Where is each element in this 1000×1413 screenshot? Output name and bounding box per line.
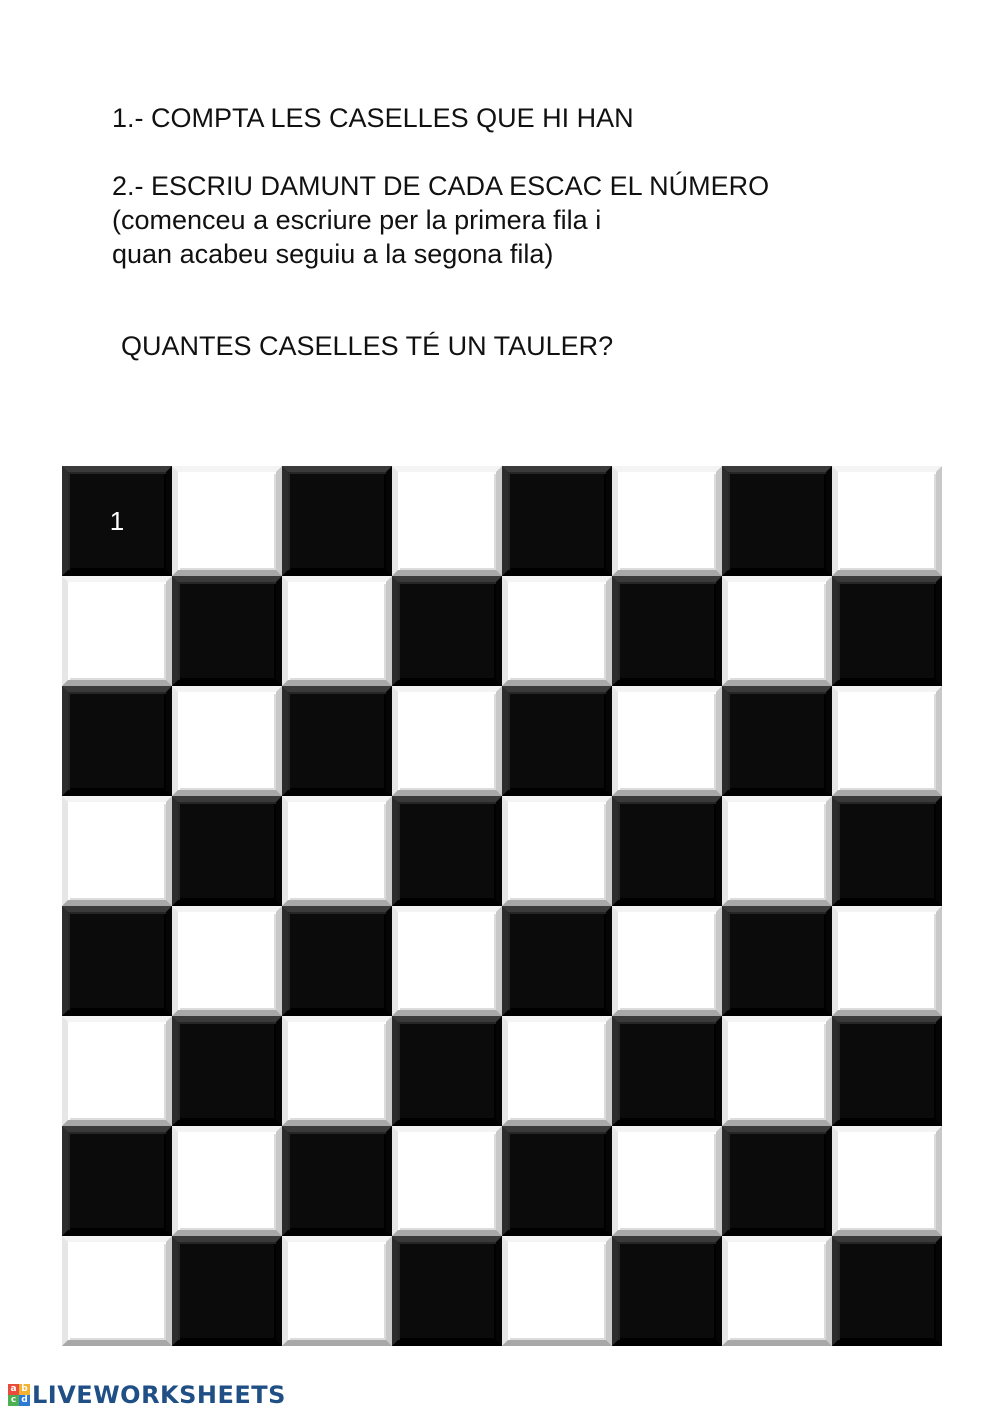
brand-name: LIVEWORKSHEETS bbox=[32, 1381, 286, 1409]
instruction-2-title: 2.- ESCRIU DAMUNT DE CADA ESCAC EL NÚMERO bbox=[112, 171, 770, 201]
board-cell-r8-c7[interactable] bbox=[722, 1236, 832, 1346]
board-cell-r2-c5[interactable] bbox=[502, 576, 612, 686]
board-cell-r3-c2[interactable] bbox=[172, 686, 282, 796]
board-cell-r2-c7[interactable] bbox=[722, 576, 832, 686]
chess-board bbox=[62, 466, 942, 1346]
board-cell-r7-c5[interactable] bbox=[502, 1126, 612, 1236]
board-cell-r7-c2[interactable] bbox=[172, 1126, 282, 1236]
board-cell-r5-c6[interactable] bbox=[612, 906, 722, 1016]
board-cell-r7-c3[interactable] bbox=[282, 1126, 392, 1236]
board-cell-r3-c3[interactable] bbox=[282, 686, 392, 796]
board-cell-r6-c2[interactable] bbox=[172, 1016, 282, 1126]
board-cell-r8-c8[interactable] bbox=[832, 1236, 942, 1346]
board-cell-r7-c6[interactable] bbox=[612, 1126, 722, 1236]
board-cell-r2-c4[interactable] bbox=[392, 576, 502, 686]
board-cell-r8-c5[interactable] bbox=[502, 1236, 612, 1346]
board-cell-r7-c7[interactable] bbox=[722, 1126, 832, 1236]
board-cell-r5-c1[interactable] bbox=[62, 906, 172, 1016]
board-cell-r1-c4[interactable] bbox=[392, 466, 502, 576]
abc-blocks-icon: a b c d bbox=[8, 1384, 30, 1406]
board-cell-r6-c4[interactable] bbox=[392, 1016, 502, 1126]
board-cell-r4-c1[interactable] bbox=[62, 796, 172, 906]
board-cell-r2-c1[interactable] bbox=[62, 576, 172, 686]
board-cell-r3-c5[interactable] bbox=[502, 686, 612, 796]
board-cell-r5-c8[interactable] bbox=[832, 906, 942, 1016]
board-cell-r1-c1[interactable]: 1 bbox=[62, 466, 172, 576]
board-cell-r5-c4[interactable] bbox=[392, 906, 502, 1016]
board-cell-r1-c6[interactable] bbox=[612, 466, 722, 576]
board-cell-r1-c2[interactable] bbox=[172, 466, 282, 576]
board-cell-r6-c7[interactable] bbox=[722, 1016, 832, 1126]
board-cell-r4-c2[interactable] bbox=[172, 796, 282, 906]
board-cell-r5-c2[interactable] bbox=[172, 906, 282, 1016]
board-cell-r6-c5[interactable] bbox=[502, 1016, 612, 1126]
board-cell-r1-c7[interactable] bbox=[722, 466, 832, 576]
board-cell-r7-c1[interactable] bbox=[62, 1126, 172, 1236]
board-cell-r4-c5[interactable] bbox=[502, 796, 612, 906]
board-cell-r6-c1[interactable] bbox=[62, 1016, 172, 1126]
instruction-2-line-1: (comenceu a escriure per la primera fila i bbox=[112, 205, 602, 235]
board-cell-r2-c3[interactable] bbox=[282, 576, 392, 686]
board-cell-r5-c7[interactable] bbox=[722, 906, 832, 1016]
board-cell-r5-c3[interactable] bbox=[282, 906, 392, 1016]
board-cell-r6-c3[interactable] bbox=[282, 1016, 392, 1126]
board-cell-r1-c3[interactable] bbox=[282, 466, 392, 576]
board-cell-r3-c4[interactable] bbox=[392, 686, 502, 796]
question-text: QUANTES CASELLES TÉ UN TAULER? bbox=[121, 331, 614, 361]
board-cell-r4-c8[interactable] bbox=[832, 796, 942, 906]
board-cell-r4-c4[interactable] bbox=[392, 796, 502, 906]
board-cell-r8-c3[interactable] bbox=[282, 1236, 392, 1346]
board-cell-r1-c5[interactable] bbox=[502, 466, 612, 576]
board-cell-r8-c1[interactable] bbox=[62, 1236, 172, 1346]
board-cell-r4-c7[interactable] bbox=[722, 796, 832, 906]
board-cell-r2-c6[interactable] bbox=[612, 576, 722, 686]
board-cell-r3-c8[interactable] bbox=[832, 686, 942, 796]
board-cell-r3-c6[interactable] bbox=[612, 686, 722, 796]
instruction-1: 1.- COMPTA LES CASELLES QUE HI HAN bbox=[112, 103, 634, 133]
board-cell-r2-c2[interactable] bbox=[172, 576, 282, 686]
liveworksheets-logo bbox=[8, 1380, 286, 1410]
board-cell-r3-c7[interactable] bbox=[722, 686, 832, 796]
board-cell-r8-c2[interactable] bbox=[172, 1236, 282, 1346]
board-cell-r7-c4[interactable] bbox=[392, 1126, 502, 1236]
board-cell-r1-c8[interactable] bbox=[832, 466, 942, 576]
board-cell-r6-c6[interactable] bbox=[612, 1016, 722, 1126]
board-cell-r5-c5[interactable] bbox=[502, 906, 612, 1016]
board-cell-r8-c4[interactable] bbox=[392, 1236, 502, 1346]
board-cell-r2-c8[interactable] bbox=[832, 576, 942, 686]
board-cell-r4-c3[interactable] bbox=[282, 796, 392, 906]
board-cell-r7-c8[interactable] bbox=[832, 1126, 942, 1236]
board-cell-r4-c6[interactable] bbox=[612, 796, 722, 906]
board-cell-r3-c1[interactable] bbox=[62, 686, 172, 796]
board-cell-r8-c6[interactable] bbox=[612, 1236, 722, 1346]
instruction-2-line-2: quan acabeu seguiu a la segona fila) bbox=[112, 239, 554, 269]
board-cell-r6-c8[interactable] bbox=[832, 1016, 942, 1126]
